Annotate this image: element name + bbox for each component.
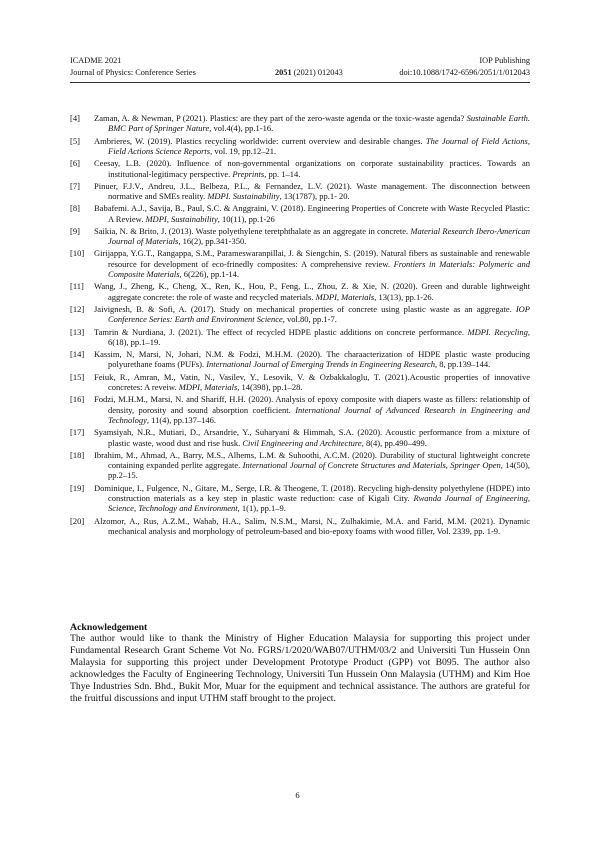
reference-segment: Pinuer, F.J.V., Andreu, J.L., Belbeza, P.L., & Fernandez, L.V. (2021). Waste management. The disconnection between normative and SMEs reality. (94, 180, 530, 202)
reference-text (94, 248, 530, 279)
citation-info (275, 68, 343, 78)
reference-item (70, 427, 530, 448)
reference-item (70, 349, 530, 370)
reference-number: [8] (70, 203, 80, 214)
reference-segment: , 6(226), pp.1-14. (179, 269, 240, 280)
reference-item (70, 248, 530, 279)
reference-source: International Journal of Advanced Research in Engineering and Technology (108, 404, 530, 425)
reference-text (94, 394, 530, 425)
doi-link[interactable]: doi:10.1088/1742-6596/2051/1/012043 (399, 68, 530, 77)
reference-segment: Feiuk, R., Amran, M., Vatin, N., Vasilev, Y., Lesovik, V. & Ozbakkaloglu, T. (2021).Acoustic properties of innovative concretes: A reveiw. (94, 371, 530, 393)
reference-segment: , 6(18), pp.1–19. (108, 326, 530, 347)
reference-segment: , 1(1), pp.1–9. (237, 503, 286, 514)
reference-item (70, 136, 530, 157)
page-number: 6 (295, 790, 300, 800)
reference-source: MDPI, Materials (178, 382, 238, 393)
acknowledgement-text: The author would like to thank the Ministry of Higher Education Malaysia for supporting this project under Fundamental Research Grant Scheme Vot No. FGRS/1/2020/WAB07/UTHM/03/2 and Universiti Tun Hussein Onn Malaysia for supporting this project under Development Prototype Product (GPP) vot B095. The author also acknowledges the Faculty of Engineering Technology, Universiti Tun Hussein Onn Malaysia (UTHM) and Kim Hoe Thye Industries Sdn. Bhd., Bukit Mor, Muar for the equipment and technical assistance. The authors are grateful for the fruitful discussions and input UTHM staff brought to the project. (70, 633, 530, 704)
reference-item (70, 304, 530, 325)
reference-segment: , 14(50), pp.2–15. (108, 460, 530, 481)
volume-number: 2051 (275, 68, 292, 77)
reference-source: MDPI, Sustainability (145, 213, 218, 224)
reference-number: [7] (70, 180, 80, 191)
reference-text (94, 203, 530, 224)
reference-number: [16] (70, 394, 85, 405)
running-header-bottom (70, 68, 530, 78)
reference-number: [10] (70, 248, 85, 259)
reference-number: [12] (70, 303, 85, 314)
reference-item (70, 181, 530, 202)
header-divider (70, 82, 530, 83)
publisher-name: IOP Publishing (479, 56, 530, 65)
reference-text (94, 281, 530, 302)
reference-number: [11] (70, 281, 84, 292)
reference-number: [13] (70, 326, 85, 337)
reference-number: [15] (70, 371, 85, 382)
reference-segment: Zaman, A. & Newman, P (2021). Plastics: are they part of the zero-waste agenda or the toxic-waste agenda? (94, 113, 467, 123)
reference-item (70, 516, 530, 537)
reference-segment: Dominique, I., Fulgence, N., Gitare, M., Serge, I.R. & Theogene, T. (2018). Recycling high-density polyethylene (HDPE) into construction materials as a key step in plastic waste reduction: case of Kigali City. (94, 482, 530, 504)
reference-source: International Journal of Concrete Structures and Materials, Springer Open (242, 460, 501, 471)
reference-source: Frontiers in Materials: Polymeric and Composite Materials (108, 258, 530, 280)
reference-segment: , vol.4(4), pp.1-16. (209, 123, 274, 134)
reference-segment: , 13(13), pp.1-26. (374, 291, 434, 302)
reference-source: MDPI. Sustainability (207, 191, 280, 202)
reference-item (70, 394, 530, 425)
reference-text (94, 349, 530, 370)
reference-source: International Journal of Emerging Trends in Engineering Research (206, 359, 435, 370)
reference-segment: Ceesay, L.B. (2020). Influence of non-governmental organizations on corporate sustainability practices. Towards an institutional-legitimacy perspective. (94, 158, 530, 179)
reference-segment: , 11(4), pp.137–146. (146, 414, 216, 425)
reference-number: [9] (70, 225, 80, 236)
reference-item (70, 327, 530, 348)
reference-number: [17] (70, 427, 85, 438)
conference-name: ICADME 2021 (70, 56, 122, 65)
reference-text (94, 304, 530, 325)
reference-number: [6] (70, 158, 80, 169)
reference-item (70, 113, 530, 134)
reference-segment: Girijappa, Y.G.T., Rangappa, S.M., Parameswaranpillai, J. & Siengchin, S. (2019). Natural fibers as sustainable and renewable resource for development of eco-frinedly composites: A comprehensive review. (94, 248, 530, 269)
reference-segment: Babafemi. A.J., Savija, B., Paul, S.C. & Anggraini, V. (2018). Engineering Properties of Concrete with Waste Recycled Plastic: A Review. (94, 203, 530, 224)
reference-number: [19] (70, 482, 85, 493)
reference-number: [20] (70, 515, 85, 526)
reference-segment: , 14(398), pp.1–28. (237, 382, 303, 393)
reference-text (94, 158, 530, 179)
reference-item (70, 483, 530, 514)
reference-source: IOP Conference Series: Earth and Environment Science (108, 303, 530, 325)
reference-text (94, 181, 530, 202)
reference-number: [14] (70, 349, 85, 360)
reference-segment: Kassim, N, Marsi, N, Johari, N.M. & Fodzi, M.H.M. (2020). The charaacterization of HDPE plastic waste producing polyurethane foams (PUFs). (94, 349, 530, 370)
reference-segment: Syamsiyah, N.R., Mutiari, D., Arsandrie, Y., Suharyani & Himmah, S.A. (2020). Acoustic performance from a mixture of plastic waste, wood dust and rise husk. (94, 427, 530, 448)
reference-number: [5] (70, 135, 80, 146)
reference-text (94, 327, 530, 348)
reference-source: MDPI, Materials (315, 291, 375, 302)
reference-segment: Ibrahim, M., Ahmad, A., Barry, M.S., Alhems, L.M. & Suhoothi, A.C.M. (2020). Durability of stuctural lightweight concrete containing expanded perlite aggregate. (94, 449, 530, 471)
reference-source: Civil Engineering and Architecture (242, 437, 362, 448)
reference-source: Rwanda Journal of Engineering, Science, Technology and Environment (108, 493, 530, 514)
acknowledgement-heading: Acknowledgement (70, 622, 148, 633)
reference-segment: , pp. 1–14. (264, 168, 301, 179)
reference-segment: Saikia, N. & Brito, J. (2013). Waste polyethylene teretphthalate as an aggregate in concrete. (94, 225, 411, 236)
reference-segment: Ambrieres, W. (2019). Plastics recycling worldwide: current overview and desirable changes. (94, 135, 426, 146)
citation-year: (2021) 012043 (293, 68, 343, 77)
reference-segment: , 10(11), pp.1-26 (217, 213, 275, 224)
reference-text (94, 372, 530, 393)
reference-source: Preprints (232, 168, 265, 179)
reference-item (70, 158, 530, 179)
reference-segment: Wang, J., Zheng, K., Cheng, X., Ren, K., Hou, P., Feng, L., Zhou, Z. & Xie, N. (2020). Green and durable lightweight aggregate concrete: the role of waste and recycled materials. (94, 281, 530, 302)
reference-item (70, 226, 530, 247)
reference-text (94, 483, 530, 514)
reference-item (70, 372, 530, 393)
reference-text (94, 113, 530, 134)
reference-text (94, 136, 530, 157)
reference-segment: , 16(2), pp.341-350. (178, 236, 247, 247)
reference-segment: , vol. 19, pp.12–21. (210, 145, 277, 156)
reference-source: Sustainable Earth. BMC Part of Springer Nature (108, 113, 530, 134)
reference-list (70, 113, 530, 538)
reference-source: The Journal of Field Actions, Field Actions Science Reports (108, 135, 530, 156)
reference-number: [4] (70, 113, 80, 123)
reference-segment: Fodzi, M.H.M., Marsi, N. and Shariff, H.H. (2020). Analysis of epoxy composite with diapers waste as fillers: relationship of density, porosity and sound absorption coefficient. (94, 394, 530, 415)
reference-text (94, 516, 530, 537)
reference-text (94, 226, 530, 247)
journal-name: Journal of Physics: Conference Series (70, 68, 196, 77)
reference-source: Material Research Ibero-American Journal of Materials (108, 225, 531, 247)
reference-item (70, 450, 530, 481)
reference-segment: , 8, pp.139–144. (434, 359, 491, 370)
reference-text (94, 450, 530, 481)
reference-segment: Alzomor, A., Rus, A.Z.M., Wahab, H.A., Salim, N.S.M., Marsi, N., Zulhakimie, M.A. and Farid, M.M. (2021). Dynamic mechanical analysis and morphology of petroleum-based and bio-epoxy foams with wood filler, Vol. 2339, pp. 1-9. (94, 515, 530, 536)
reference-segment: Tamrin & Nurdiana, J. (2021). The effect of recycled HDPE plastic additions on concrete performance. (94, 326, 468, 337)
reference-number: [18] (70, 449, 85, 460)
running-header-top (70, 56, 530, 66)
reference-item (70, 281, 530, 302)
reference-text (94, 427, 530, 448)
reference-segment: Jaivignesh, B. & Sofi, A. (2017). Study on mechanical properties of concrete using plastic waste as an aggregate. (94, 303, 516, 314)
reference-item (70, 203, 530, 224)
reference-segment: , 8(4), pp.490–499. (361, 437, 427, 448)
reference-segment: , vol.80, pp.1-7. (282, 314, 337, 325)
reference-source: MDPI. Recycling (467, 326, 528, 337)
reference-segment: , 13(1787), pp.1- 20. (279, 191, 350, 202)
